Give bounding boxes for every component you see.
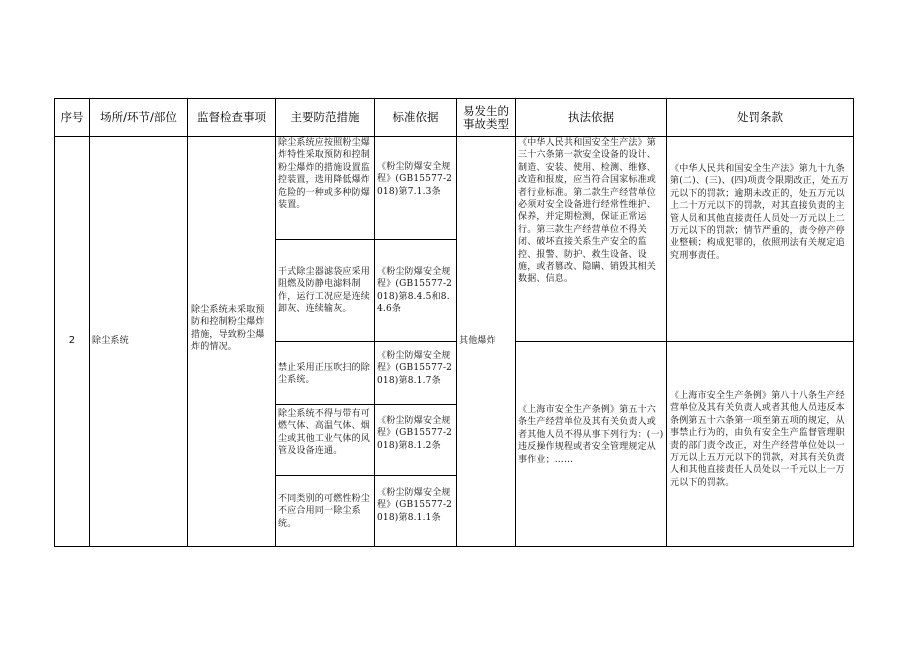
- standard-5: 《粉尘防爆安全规程》(GB15577-2018)第8.1.1条: [377, 488, 453, 523]
- measure-1: 除尘系统应按照粉尘爆炸特性采取预防和控制粉尘爆炸的措施设置监控装置，选用降低爆炸危险的一种或多种防爆装置。: [278, 138, 371, 211]
- subrow-divider-4: [275, 475, 456, 476]
- measure-2: 干式除尘器滤袋应采用阻燃及防静电滤料制作，运行工况应是连续卸灰、连续输灰。: [278, 267, 371, 315]
- measure-4: 除尘系统不得与带有可燃气体、高温气体、烟尘或其他工业气体的风管及设备连通。: [278, 409, 371, 457]
- header-standard: 标准依据: [392, 110, 439, 124]
- table-border-bottom: [54, 546, 854, 547]
- header-accident-type: 易发生的事故类型: [463, 103, 509, 131]
- row-place: 除尘系统: [92, 336, 129, 347]
- measure-3: 禁止采用正压吹扫的除尘系统。: [278, 363, 371, 386]
- penalty-1: 《中华人民共和国安全生产法》第九十九条第(二)、(三)、(四)项责令限期改正，处五万元以下的罚款；逾期未改正的，处五万元以上二十万元以下的罚款，对其直接负责的主管人员和其他直接责任人员处一万元以上二万元以下的罚款；情节严重的，责令停产停业整顿；构成犯罪的，依照刑法有关规定追究刑事责任。: [670, 164, 849, 261]
- header-place: 场所/环节/部位: [100, 110, 177, 124]
- penalty-2: 《上海市安全生产条例》第八十八条生产经营单位及其有关负责人或者其他人员违反本条例第五十六条第一项至第五项的规定，从事禁止行为的，由负有安全生产监督管理职责的部门责令改正，对生产经营单位处以一万元以上五万元以下的罚款，对其有关负责人和其他直接责任人员处以一千元以上一万元以下的罚款。: [670, 391, 845, 488]
- standard-1: 《粉尘防爆安全规程》(GB15577-2018)第7.1.3条: [377, 162, 453, 197]
- row-item: 除尘系统未采取预防和控制粉尘爆炸措施，导致粉尘爆炸的情况。: [191, 305, 265, 353]
- law-divider: [515, 341, 854, 342]
- standard-3: 《粉尘防爆安全规程》(GB15577-2018)第8.1.7条: [377, 351, 453, 386]
- col-line-6: [515, 98, 516, 547]
- col-line-1: [89, 98, 90, 547]
- row-seq: 2: [68, 335, 76, 347]
- col-line-8: [853, 98, 854, 547]
- col-line-5: [456, 98, 457, 547]
- measure-5: 不同类别的可燃性粉尘不应合用同一除尘系统。: [278, 494, 371, 529]
- col-line-2: [187, 98, 188, 547]
- col-line-4: [374, 98, 375, 547]
- header-seq: 序号: [60, 110, 84, 124]
- header-item: 监督检查事项: [197, 110, 266, 124]
- subrow-divider-2: [275, 341, 456, 342]
- row-accident-type: 其他爆炸: [459, 336, 496, 347]
- standard-2: 《粉尘防爆安全规程》(GB15577-2018)第8.4.5和8.4.6条: [377, 267, 453, 315]
- header-penalty: 处罚条款: [737, 110, 783, 124]
- header-law-basis: 执法依据: [568, 110, 614, 124]
- standard-4: 《粉尘防爆安全规程》(GB15577-2018)第8.1.2条: [377, 416, 453, 451]
- subrow-divider-3: [275, 404, 456, 405]
- subrow-divider-1: [275, 239, 456, 240]
- header-measures: 主要防范措施: [290, 110, 360, 124]
- col-line-7: [666, 98, 667, 547]
- law-basis-1: 《中华人民共和国安全生产法》第三十六条第一款安全设备的设计、制造、安装、使用、检测、维修、改造和报废，应当符合国家标准或者行业标准。第二款生产经营单位必须对安全设备进行经常性维护、保养，并定期检测，保证正常运行。第三款生产经营单位不得关闭、破坏直接关系生产安全的监控、报警、防护、救生设备、设施，或者篡改、隐瞒、销毁其相关数据、信息。: [518, 138, 657, 285]
- col-line-3: [275, 98, 276, 547]
- law-basis-2: 《上海市安全生产条例》第五十六条生产经营单位及其有关负责人或者其他人员不得从事下列行为：(一)违反操作规程或者安全管理规定从事作业；……: [518, 405, 664, 465]
